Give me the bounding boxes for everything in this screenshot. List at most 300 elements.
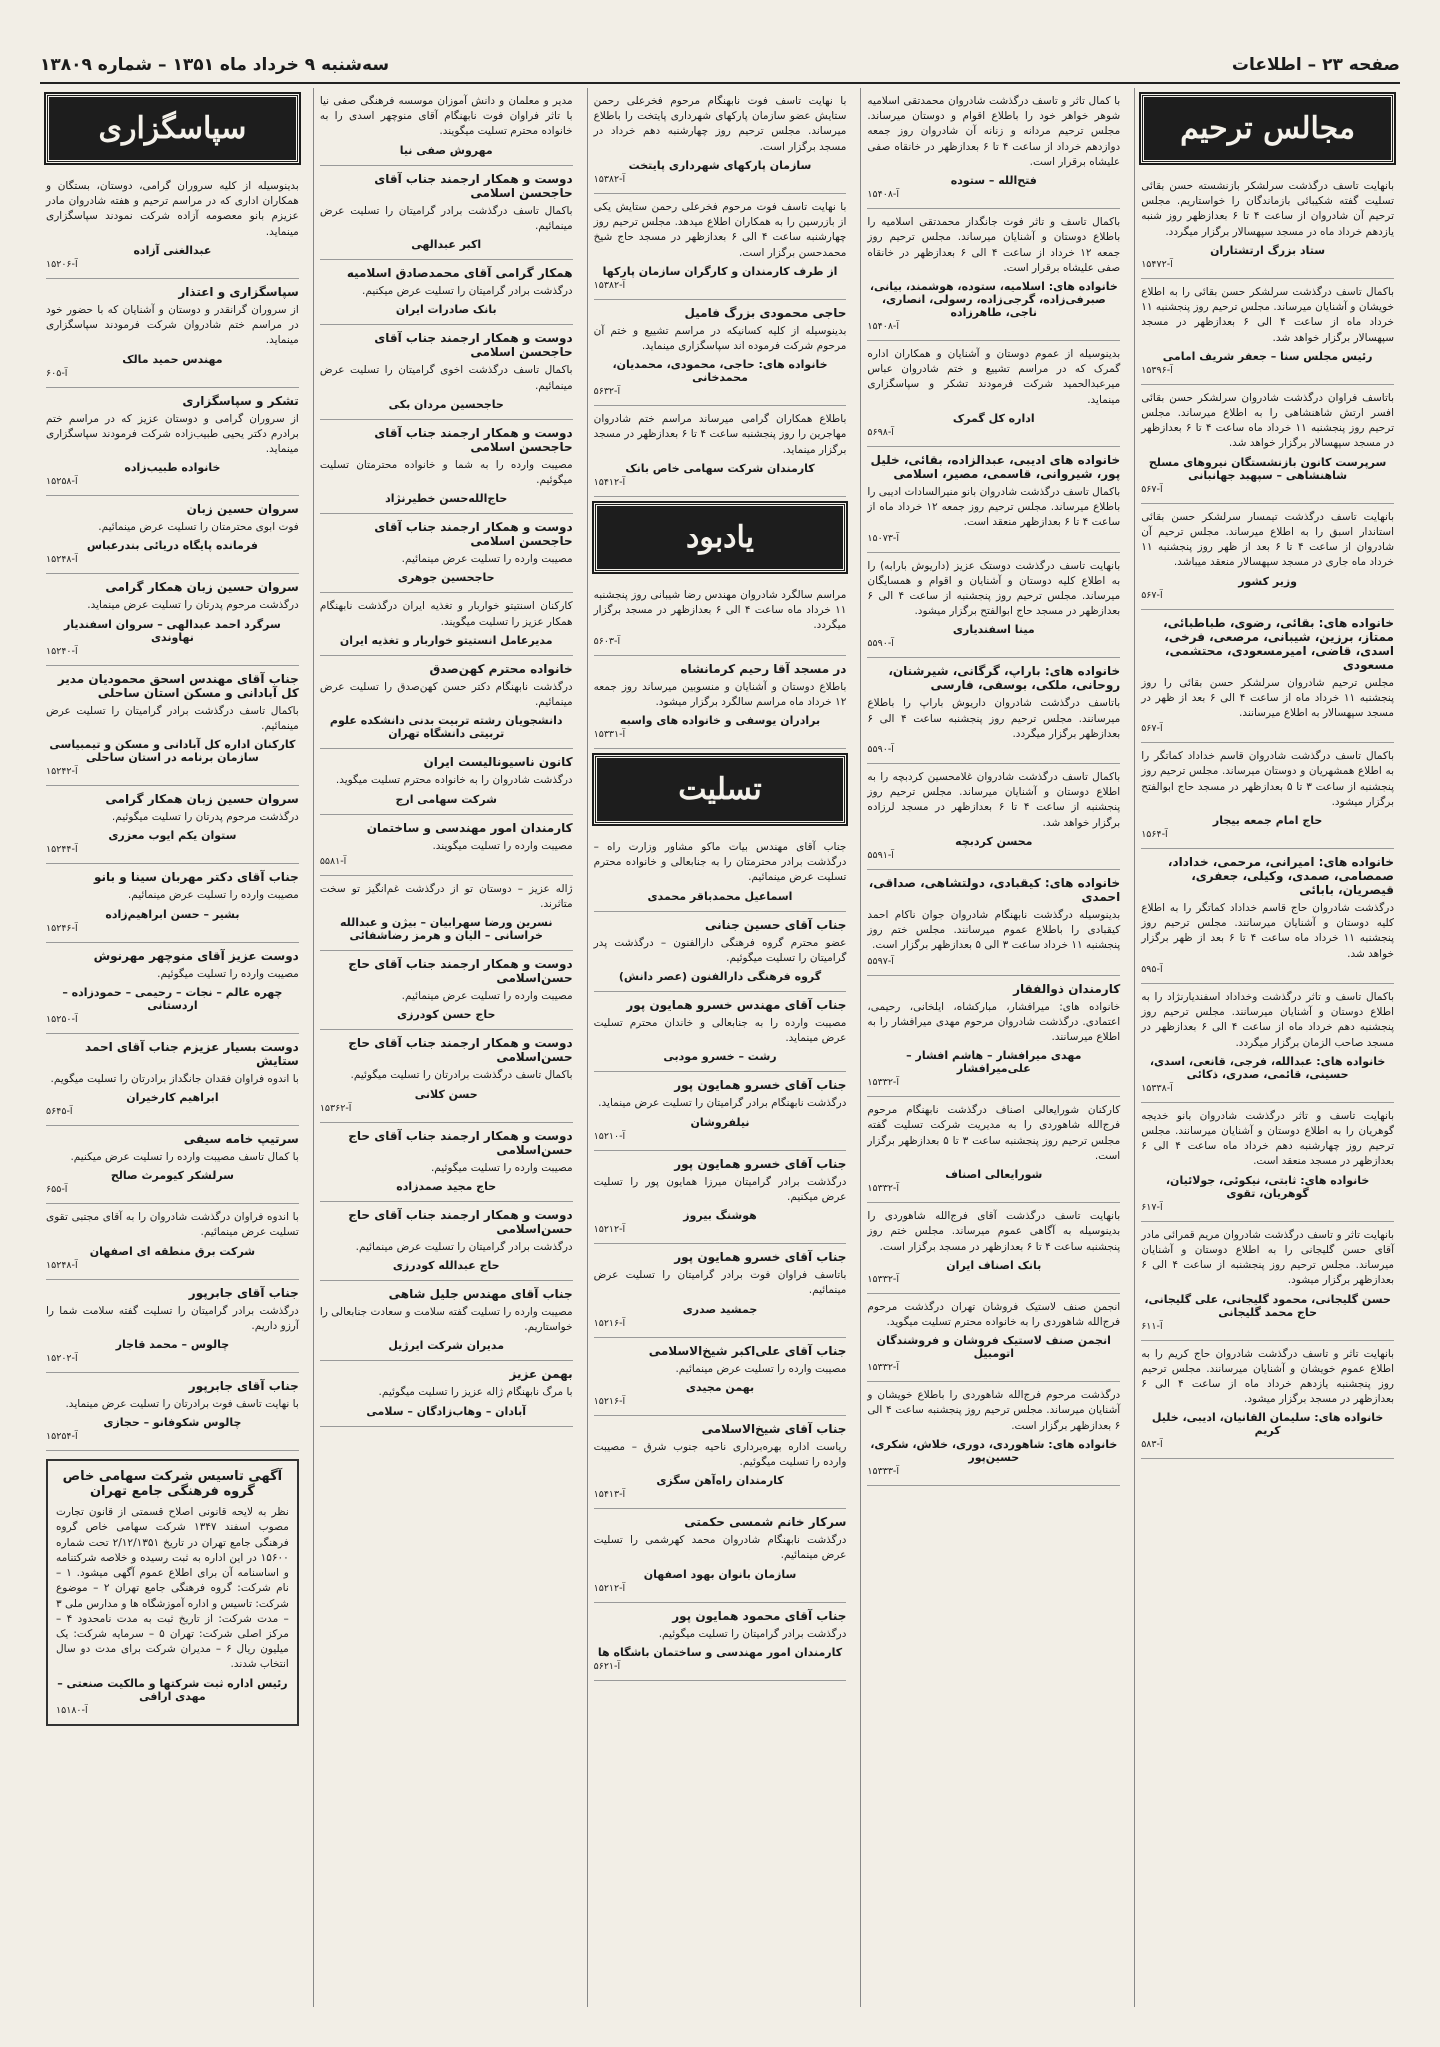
notice-signature: حسن کلانی [414,1087,478,1101]
notice-signature: چالوس شکوفانو – حجازی [103,1416,242,1430]
notice-signature: مدیران شرکت ایرژیل [388,1339,505,1353]
notice-body: باکمال تاسف درگذشت اخوی گرامیتان را تسلیت عرض مینمائیم. [319,364,573,392]
notice-code: آ-۱۵۳۸۲ [593,279,626,291]
notice [46,574,299,665]
notice-signature: نسرین ورضا سهرابیان – بیژن و عبدالله خراسانی – الیان و هرمز رضاشفائی [339,916,553,943]
notice-signature: حاج حسن کودرزی [397,1008,496,1022]
notice-signature: اداره کل گمرک [952,411,1035,425]
notice-signature: مدیرعامل انستیتو خواربار و تغذیه ایران [339,633,553,647]
notice-body: درگذشت برادر گرامیتان را تسلیت میگوئیم. [658,1627,847,1640]
notice-signature: جمشید صدری [682,1302,758,1316]
notice-code: آ-۵۶۴۵ [46,1105,73,1117]
notice-title: جناب آقای خسرو همایون پور [674,1078,847,1093]
column-1 [1134,88,1400,2007]
notice-body: با کمال تاثر و تاسف درگذشت شادروان محمدتقی اسلامیه شوهر خواهر خود را باطلاع اقوام و دوستان میرساند. مجلس ترحیم مردانه و زنانه آن شادروان روز جمعه دوازدهم خرداد از ساعت ۴ تا ۶ بعدازظهر در خانقاه صفی علیشاه برقرار است. [867,95,1121,168]
notice [1141,849,1394,984]
notice-code: آ-۱۵۴۷۲ [1141,258,1173,270]
notice [867,1203,1120,1294]
notice [320,593,573,655]
notice-signature: ستوان یکم ایوب معزری [108,829,237,843]
notice-code: آ-۱۵۲۱۶ [593,1395,626,1407]
notice [594,300,847,406]
notice-code: آ-۱۵۲۴۲ [46,766,78,778]
notice-title: دوست و همکار ارجمند جناب آقای حاجحسن اسلامی [374,171,573,200]
notice [867,341,1120,447]
notice [1141,279,1394,385]
notice [46,786,299,864]
notice-body: باکمال تاسف درگذشت برادرتان را تسلیت میگوئیم. [350,1069,573,1082]
notice-title: جناب آقای علی‌اکبر شیخ‌الاسلامی [648,1343,847,1358]
notice-body: باکمال تاسف درگذشت برادر گرامیتان را تسلیت عرض مینمائیم. [46,704,299,732]
notice-code: آ-۶۱۷ [1141,1201,1163,1213]
notice [594,194,847,300]
notice-signature: بانک صادرات ایران [395,303,497,317]
notice [1141,1341,1394,1460]
notice-signature: محسن کردبچه [955,834,1033,848]
notice-title: سپاسگزاری و اعتذار [178,284,299,299]
notice-code: آ-۱۵۲۱۲ [593,1224,626,1236]
notice-code: آ-۱۵۳۳۸ [1141,1082,1173,1094]
notice-signature: خانواده های: ثابتی، نیکوئی، جولائیان، گوهریان، تقوی [1165,1173,1370,1200]
notice-signature: خانواده های: حاجی، محمودی، محمدیان، محمدخانی [612,358,828,385]
notice-body: فوت ابوی محترمتان را تسلیت عرض مینمائیم. [98,521,299,534]
notice-code: آ-۱۵۲۵۸ [46,476,78,488]
page-header [40,48,1400,84]
notice [867,1382,1120,1486]
notice-signature: انجمن صنف لاستیک فروشان و فروشندگان اتومبیل [876,1334,1111,1361]
notice-body: درگذشت نابهنگام دکتر حسن کهن‌صدق را تسلیت عرض مینمائیم. [319,680,573,709]
notice-signature: سازمان پارکهای شهرداری پایتخت [628,158,812,172]
notice [46,496,299,574]
notice-title: جناب آقای خسرو همایون پور [674,1156,847,1171]
notice [320,1361,573,1426]
notice-code: آ-۵۵۹۱ [867,849,894,861]
column-4 [313,88,579,2007]
notice-signature: کارمندان شرکت سهامی خاص بانک [625,461,815,475]
notice-body: مصیبت وارده را به جنابعالی و خاندان محترم تسلیت عرض مینماید. [593,1017,847,1045]
notice-body: باکمال تاسف درگذشت شادروان غلامحسین کردبچه را به اطلاع دوستان و آشنایان میرساند. مجلس ترحیم روز پنجشنبه از ساعت ۴ تا ۶ بعدازظهر در مسجد لرزاده برگزار خواهد شد. [867,771,1121,829]
notice-signature: حاجحسین جوهری [397,571,495,585]
notice [594,1416,847,1509]
notice-code: آ-۱۵۲۴۶ [46,922,78,934]
columns-container [40,88,1400,2007]
notice-code: آ-۱۵۲۰۶ [46,258,78,270]
notice [320,815,573,876]
notice-title: جناب آقای مهندس خسرو همایون پور [626,998,847,1013]
notice-body: بانهایت تاسف درگذشت تیمسار سرلشکر حسن بقائی استاندار اسبق را به اطلاع میرساند. مجلس ترحیم آن شادروان از ساعت ۴ تا ۶ بعد از ظهر روز پنجشنبه ۱۱ خرداد ماه جاری در مسجد سپهسالار منعقد میباشد. [1141,510,1395,569]
date-and-issue-number: سه‌شنبه ۹ خرداد ماه ۱۳۵۱ – شماره ۱۳۸۰۹ [40,55,390,75]
notice [320,876,573,951]
section-banner: مجالس ترحیم [1141,94,1394,163]
notice-code: آ-۱۵۳۸۲ [593,173,626,185]
notice-code: آ-۱۵۰۷۳ [867,532,899,544]
notice-title: دوست و همکار ارجمند جناب آقای حاجحسن اسلامی [374,425,573,454]
notice [320,951,573,1030]
notice-signature: گروه فرهنگی دارالفنون (عصر دانش) [618,970,822,984]
notice [594,88,847,194]
notice-signature: مهندس حمید مالک [122,352,223,366]
notice-title: جناب آقای دکتر مهربان سینا و بانو [93,870,299,885]
notice-code: آ-۵۵۹۷ [867,955,894,967]
notice-signature: سازمان بانوان بهود اصفهان [643,1567,797,1581]
notice-body: بانهایت تاسف و تاثر درگذشت شادروان بانو خدیجه گوهریان را به اطلاع دوستان و آشنایان میرسانند. مجلس ترحیم روز چهارشنبه دهم خرداد ماه ساعت ۴ الی ۶ بعدازظهر در مسجد منعقد است. [1141,1109,1394,1168]
notice [594,1072,847,1150]
notice-body: باطلاع همکاران گرامی میرساند مراسم ختم شادروان مهاجرین را روز پنجشنبه ساعت ۴ تا ۶ بعدازظهر در مسجد برگزار مینماید. [593,413,847,456]
notice-code: آ-۶۵۵ [46,1184,68,1196]
notice-body: مصیبت وارده را تسلیت میگوئیم. [157,967,299,980]
notice-signature: حاج امام جمعه بیجار [1212,814,1323,828]
notice-body: با کمال تاسف مصیبت وارده را تسلیت عرض میکنیم. [70,1150,299,1163]
notice-title: خانواده های: باراپ، گرگانی، شیرشنان، روحانی، ملکی، بوسفی، فارسی [888,664,1121,693]
notice-body: ریاست اداره بهره‌برداری ناحیه جنوب شرق – مصیبت وارده را تسلیت میگوئیم. [593,1440,847,1468]
notice-body: باتاسف درگذشت شادروان داریوش باراپ را باطلاع میرسانند. مجلس ترحیم روز پنجشنبه ساعت ۴ الی ۶ بعدازظهر برگزار میگردد. [867,697,1121,740]
notice-signature: خانواده های: اسلامیه، ستوده، هوشمند، بیانی، صبرفی‌زاده، گرجی‌زاده، رسولی، انصاری، ناجی، طاهرزاده [869,279,1118,319]
notice [320,1030,573,1122]
notice [320,166,573,260]
page-number-and-paper-name: صفحه ۲۳ – اطلاعات [1231,55,1400,75]
company-registration-ad [46,1459,299,1725]
notice [1141,1222,1394,1341]
notice-title: دوست عزیز آقای منوچهر مهرنوش [93,948,299,963]
notice-title: جناب آقای محمود همایون پور [672,1608,847,1623]
notice-signature: چهره عالم – نجات – رحیمی – حمودزاده – اردستانی [62,985,283,1012]
notice-title: دوست و همکار ارجمند جناب آقای حاج حسن‌اسلامی [348,957,573,986]
notice-body: بانهایت تاسف درگذشت دوستک عزیز (داریوش بارابه) را به اطلاع کلیه دوستان و آشنایان و اقوام و همسایگان میرساند. مجلس ترحیم روز پنجشنبه از ساعت ۴ الی ۶ بعدازظهر در مسجد حاج ابوالفتح برگزار میشود. [867,559,1121,618]
notice [46,173,299,279]
notice-code: آ-۶۱۱ [1141,1320,1163,1332]
notice [594,656,847,749]
notice-title: سرتیپ خامه سیفی [183,1131,299,1146]
notice [46,1034,299,1126]
notice-title: همکار گرامی آقای محمدصادق اسلامیه [346,266,573,281]
notice-body: مصیبت وارده را تسلیت عرض مینمائیم. [401,553,573,566]
notice-body: مصیبت وارده را تسلیت عرض مینمائیم. [675,1362,847,1375]
notice-body: مراسم سالگرد شادروان مهندس رضا شیبانی روز پنجشنبه ۱۱ خرداد ماه ساعت ۴ الی ۶ بعدازظهر در مسجد برگزار میگردد. [593,588,847,632]
notice-body: باکمال تاسف درگذشت شادروان قاسم خداداد کماتگر را به اطلاع همشهریان و دوستان میرساند. مجلس ترحیم روز پنجشنبه از ساعت ۳ تا ۵ بعدازظهر در مسجد حاج ابوالفتح برگزار میشود. [1141,750,1395,808]
notice [46,1126,299,1204]
notice-body: بدینوسیله از کلیه سروران گرامی، دوستان، بستگان و همکاران اداری که در مراسم ترحیم و هفته شادروان مادر عزیزم بانو معصومه آزاده شرکت نمودند سپاسگزاری مینماید. [46,180,299,238]
notice [320,260,573,325]
notice-body: از سروران گرانقدر و دوستان و آشنایان که با حضور خود در مراسم ختم شادروان شرکت فرمودند سپاسگزاری مینماید. [46,303,299,347]
notice-body: بدینوسیله درگذشت نابهنگام شادروان جوان ناکام احمد کیقبادی را باطلاع عموم میرسانند. مجلس ختم روز پنجشنبه ۱۱ خرداد ساعت ۳ الی ۵ بعدازظهر برگزار است. [867,908,1121,952]
notice-code: آ-۱۵۲۵۰ [46,1013,78,1025]
notice-title: جناب آقای شیخ‌الاسلامی [701,1421,847,1436]
notice-code: آ-۵۶۲۱ [593,1660,621,1672]
notice-body: باکمال تاسف و تاثر فوت جانگداز محمدتقی اسلامیه را باطلاع دوستان و آشنایان میرساند. مجلس ترحیم روز جمعه ۱۲ خرداد از ساعت ۴ الی ۶ بعدازظهر در خانقاه صفی علیشاه برقرار است. [867,216,1121,274]
notice [594,582,847,656]
notice-body: درگذشت برادر گرامیتان را تسلیت عرض میکنیم. [362,285,573,298]
notice-signature: سرپرست کانون بازنشستگان نیروهای مسلح شاهنشاهی – سپهبد جهانبانی [1148,455,1387,482]
notice [594,406,847,497]
notice-signature: خانواده های: شاهوردی، دوری، خلاش، شکری، حسین‌پور [870,1437,1118,1464]
notice-body: درگذشت برادر گرامیتان را تسلیت عرض مینمائیم. [355,1240,573,1253]
notice-signature: اکبر عبدالهی [411,238,482,252]
notice-body: با اندوه فراوان درگذشت شادروان را به آقای مجتبی تقوی تسلیت عرض مینمائیم. [46,1211,299,1239]
notice [46,1280,299,1373]
notice-title: تشکر و سپاسگزاری [182,393,299,408]
notice-body: باتاسف فراوان فوت برادر گرامیتان را تسلیت عرض مینمائیم. [593,1269,847,1297]
notice-body: ژاله عزیز – دوستان تو از درگذشت غم‌انگیز تو سخت متاثرند. [319,882,573,910]
notice-body: درگذشت مرحوم پدرتان را تسلیت میگوئیم. [111,811,299,824]
notice-body: مصیبت وارده را تسلیت میگوئیم. [430,1161,573,1174]
notice-signature: فرمانده پایگاه دریائی بندرعباس [86,539,258,553]
notice-body: درگذشت برادر گرامیتان را تسلیت گفته سلامت شما را آرزو داریم. [46,1304,299,1332]
notice [320,749,573,814]
notice-body: بانهایت تاثر و تاسف درگذشت شادروان حاج کریم را به اطلاع عموم خویشان و آشنایان میرسانند. مجلس ترحیم روز پنجشنبه یازدهم خرداد ماه از ساعت ۴ الی ۶ بعدازظهر در مسجد برگزار میشود. [1141,1347,1395,1406]
section-banner: سپاسگزاری [46,94,299,163]
notice-signature: سرگرد احمد عبدالهی – سروان اسفندیار نهاوندی [63,617,281,644]
notice-title: دوست و همکار ارجمند جناب آقای حاج حسن‌اسلامی [348,1207,573,1236]
notice-title: دوست و همکار ارجمند جناب آقای حاج حسن‌اسلامی [348,1036,573,1065]
notice-body: درگذشت شادروان را به خانواده محترم تسلیت میگوید. [335,774,573,787]
notice-signature: حاج‌الله‌حسن خطیرنژاد [385,492,508,506]
notice [320,420,573,514]
notice-code: آ-۵۶۰۳ [593,635,621,647]
notice-body: کارکنان اسنتیتو خواربار و تغذیه ایران درگذشت نابهنگام همکار عزیز را تسلیت میگویند. [319,600,573,628]
notice-code: آ-۱۵۲۴۰ [46,645,78,657]
notice-code: آ-۵۶۳۲ [593,386,621,398]
notice-code: آ-۱۵۲۰۲ [46,1353,78,1365]
notice [1141,984,1394,1103]
notice [867,88,1120,209]
notice-body: درگذشت مرحوم فرج‌الله شاهوردی را باطلاع خویشان و آشنایان میرساند. مجلس ترحیم روز پنجشنبه ساعت ۴ الی ۶ بعدازظهر برگزار است. [867,1389,1121,1432]
notice [320,1202,573,1281]
notice-body: با مرگ نابهنگام ژاله عزیز را تسلیت میگوئیم. [378,1386,573,1399]
notice [594,1509,847,1602]
notice-signature: مهدی میرافشار – هاشم افشار – علی‌میرافشار [906,1049,1082,1076]
notice-signature: مینا اسفندیاری [952,623,1035,637]
notice-code: آ-۱۵۴۰۸ [867,320,899,332]
notice [46,666,299,786]
notice-signature: شرکت سهامی ارج [395,792,497,806]
notice-signature: برادران یوسفی و خانواده های واسبه [619,713,821,727]
notice-title: جناب آقای مهندس جلیل شاهی [388,1287,573,1302]
notice-body: انجمن صنف لاستیک فروشان تهران درگذشت مرحوم فرج‌الله شاهوردی را به خانواده محترم تسلیت میگوید. [867,1300,1121,1328]
notice-title: کارمندان ذوالفقار [1013,981,1121,996]
notice-signature: حسن گلیجانی، محمود گلیجانی، علی گلیجانی، حاج محمد گلیجانی [1144,1292,1391,1319]
notice-code: آ-۱۵۳۶۲ [319,1102,352,1114]
notice [594,912,847,992]
notice [320,1123,573,1202]
notice-signature: خانواده طبیب‌زاده [124,461,221,475]
notice-signature: بانک اصناف ایران [946,1258,1042,1272]
notice-title: دوست و همکار ارجمند جناب آقای حاج حسن‌اسلامی [348,1128,573,1157]
notice [320,1281,573,1361]
column-5 [40,88,305,2007]
notice-code: آ-۱۵۶۴ [1141,829,1168,841]
notice-body: مصیبت وارده را تسلیت عرض مینمائیم. [127,889,299,902]
notice [46,388,299,497]
notice-signature: اسماعیل محمدباقر محمدی [647,889,793,903]
notice-title: حاجی محمودی بزرگ فامیل [684,305,847,320]
notice-body: مصیبت وارده را تسلیت گفته سلامت و سعادت جنابعالی را خواستاریم. [319,1306,573,1334]
notice-code: آ-۵۵۸۱ [319,855,347,867]
notice-title: کانون ناسیونالیست ایران [423,755,573,770]
section-banner: تسلیت [594,755,847,824]
notice-code: آ-۱۵۳۳۲ [867,1183,899,1195]
notice-signature: خانواده های: سلیمان القانیان، ادیبی، خلیل کریم [1151,1411,1384,1438]
notice-signature: سرلشکر کیومرث صالح [110,1169,235,1183]
notice-code: آ-۵۶۷ [1141,723,1163,735]
notice-code: آ-۱۵۳۳۲ [867,1273,899,1285]
notice-title: خانواده های: امیرانی، مرحمی، خداداد، صمصامی، صمدی، وکیلی، جعفری، قیصریان، بابائی [1167,855,1394,898]
column-2 [860,88,1126,2007]
notice [320,325,573,419]
notice-code: آ-۱۵۳۹۶ [1141,364,1173,376]
notice-code: آ-۱۵۳۳۳ [867,1465,899,1477]
notice-body: مدیر و معلمان و دانش آموزان موسسه فرهنگی صفی نیا با تاثر فراوان فوت نابهنگام آقای منوچهر اسدی را به خانواده محترم تسلیت میگویند. [319,95,573,138]
notice-title: دوست بسیار عزیزم جناب آقای احمد ستایش [85,1039,299,1068]
notice-signature: از طرف کارمندان و کارگران سازمان پارکها [602,264,838,278]
notice-code: آ-۱۵۲۱۶ [593,1317,626,1329]
notice-code: آ-۵۶۷ [1141,483,1163,495]
notice-signature: مهروش صفی نیا [399,143,493,157]
notice-body: درگذشت نابهنگام برادر گرامیتان را تسلیت عرض مینماید. [598,1097,847,1110]
notice-title: جناب آقای جابرپور [188,1285,299,1300]
notice-body: باکمال تاسف درگذشت سرلشکر حسن بقائی را به اطلاع خویشان و آشنایان میرساند. مجلس ترحیم روز پنجشنبه ۱۱ خرداد ماه از ساعت ۴ الی ۶ بعدازظهر در مسجد سپهسالار برگزار خواهد شد. [1141,285,1394,344]
notice-code: آ-۵۶۷ [1141,589,1163,601]
notice-code: آ-۵۹۵ [1141,963,1163,975]
notice-code: آ-۱۵۴۱۳ [593,1489,626,1501]
notice-code: آ-۵۸۳ [1141,1439,1163,1451]
notice [594,834,847,912]
notice [594,1151,847,1244]
notice [1141,173,1394,279]
notice-code: آ-۱۵۲۱۲ [593,1582,626,1594]
notice-code: آ-۱۵۲۱۰ [593,1130,626,1142]
notice-code: آ-۱۵۲۴۴ [46,844,78,856]
notice [320,656,573,749]
notice-signature: ستاد بزرگ ارتشتاران [1210,243,1326,257]
notice-code: آ-۱۵۳۳۲ [867,1362,899,1374]
notice-body: از سروران گرامی و دوستان عزیز که در مراسم ختم برادرم دکتر یحیی طبیب‌زاده شرکت فرمودند سپاسگزاری مینماید. [46,412,299,455]
notice [1141,1103,1394,1222]
notice-body: مصیبت وارده را به شما و خانواده محترمتان تسلیت میگوئیم. [319,458,573,486]
notice-signature: دانشجویان رشته تربیت بدنی دانشکده علوم تربیتی دانشگاه تهران [329,714,563,741]
notice-signature: کارمندان امور مهندسی و ساختمان باشگاه ها [597,1645,843,1659]
notice [867,209,1120,341]
notice [1141,504,1394,610]
notice-signature: عبدالغنی آزاده [133,243,212,257]
notice-signature: حاج عبدالله کودرزی [392,1259,500,1273]
notice-code: آ-۶۰۵ [46,367,68,379]
notice-code: آ-۱۵۴۱۲ [593,476,626,488]
notice-signature: رشت – خسرو مودبی [663,1050,777,1064]
notice [320,514,573,593]
notice [594,1244,847,1337]
notice-signature: کارمندان راه‌آهن سگزی [656,1474,784,1488]
notice-signature: حاج مجید صمدزاده [396,1179,497,1193]
notice-title: سروان حسین زبان همکار گرامی [105,792,299,807]
notice-code: آ-۱۵۴۰۸ [867,189,899,201]
notice [594,992,847,1072]
notice [867,764,1120,870]
notice-code: آ-۱۵۲۴۸ [46,1259,78,1271]
notice-signature: رئیس اداره ثبت شرکتها و مالکیت صنعتی – مهدی ارافی [57,1676,288,1703]
notice-body: نظر به لایحه قانونی اصلاح قسمتی از قانون تجارت مصوب اسفند ۱۳۴۷ شرکت سهامی خاص گروه فرهنگی جامع تهران در تاریخ ۲/۱۲/۱۳۵۱ تحت شماره ۱۵۶۰۰ در این اداره به ثبت رسیده و خلاصه شرکتنامه و اساسنامه آن برای اطلاع عموم آگهی میشود. ۱ – نام شرکت: گروه فرهنگی جامع تهران ۲ – موضوع شرکت: تاسیس و اداره آموزشگاه ها و مدارس ملی ۳ – مدت شرکت: از تاریخ ثبت به مدت نامحدود ۴ – مرکز اصلی شرکت: تهران ۵ – سرمایه شرکت: یک میلیون ریال ۶ – مدیران شرکت برای مدت دو سال انتخاب شدند. [56,1506,289,1671]
notice-body: با نهایت تاسف فوت برادرتان را تسلیت عرض مینماید. [65,1398,299,1411]
notice [867,658,1120,764]
notice-body: با اندوه فراوان فقدان جانگداز برادرتان را تسلیت میگویم. [50,1072,299,1085]
notice-body: مجلس ترحیم شادروان سرلشکر حسن بقائی را روز پنجشنبه ۱۱ خرداد ماه از ساعت ۴ الی ۶ بعد از ظهر در مسجد سپهسالار به اطلاع میرسانند. [1141,676,1394,719]
notice-body: با نهایت تاسف فوت نابهنگام مرحوم فخرعلی رحمن ستایش عضو سازمان پارکهای شهرداری پایتخت را باطلاع میرساند. مجلس ترحیم روز چهارشنبه دهم خرداد در مسجد برگزار است. [593,95,847,153]
notice-title: دوست و همکار ارجمند جناب آقای حاجحسن اسلامی [374,331,573,360]
notice-body: باکمال تاسف درگذشت برادر گرامیتان را تسلیت عرض مینمائیم. [319,204,573,232]
notice-body: بدینوسیله از کلیه کسانیکه در مراسم تشییع و ختم آن مرحوم شرکت فرموده اند سپاسگزاری مینماید. [593,324,847,352]
notice-body: جناب آقای مهندس بیات ماکو مشاور وزارت راه – درگذشت برادر محترمتان را به جنابعالی و خانواده محترم تسلیت عرض مینمائیم. [593,840,847,884]
notice-body: باکمال تاسف و تاثر درگذشت وخداداد اسفندیارنژاد را به اطلاع دوستان و آشنایان میرسانند. مجلس ترحیم روز پنجشنبه دهم خرداد ماه از ساعت ۴ الی ۶ بعدازظهر در مسجد صاحب الزمان برگزار میگردد. [1141,990,1394,1049]
notice [594,1603,847,1681]
notice-body: بانهایت تاثر و تاسف درگذشت شادروان مریم قمرائی مادر آقای حسن گلیجانی را به اطلاع دوستان و آشنایان میرساند. مجلس ترحیم روز پنجشنبه از ساعت ۴ الی ۶ بعدازظهر برگزار میشود. [1141,1228,1394,1287]
notice-body: خانواده های: میرافشار، مبارکشاه، ایلخانی، رحیمی، اعتمادی. درگذشت شادروان مرحوم مهدی میرافشار را به اطلاع میرسانند. [867,1000,1121,1043]
notice [46,279,299,388]
notice-body: مصیبت وارده را تسلیت عرض مینمائیم. [401,990,573,1003]
notice-body: با نهایت تاسف فوت مرحوم فخرعلی رحمن ستایش یکی از بازرسین را به همکاران اطلاع میدهد. مجلس ترحیم روز چهارشنبه ساعت ۴ الی ۶ بعدازظهر در مسجد حاج شیخ محمدحسن برگزار است. [593,200,847,259]
notice [867,1294,1120,1382]
notice-body: باتاسف فراوان درگذشت شادروان سرلشکر حسن بقائی افسر ارتش شاهنشاهی را به اطلاع میرساند. مجلس ترحیم روز پنجشنبه ۱۱ خرداد ماه ساعت ۴ تا ۶ بعدازظهر در مسجد سپهسالار برگزار خواهد شد. [1141,391,1395,450]
notice-title: در مسجد آقا رحیم کرمانشاه [680,661,847,676]
notice-code: آ-۵۵۹۰ [867,744,894,756]
notice-signature: فتح‌الله – ستوده [950,174,1037,188]
notice-body: بانهایت تاسف درگذشت سرلشکر بازنشسته حسن بقائی تسلیت گفته شکیبائی بازماندگان را خواستاریم. مجلس ترحیم آن شادروان از ساعت ۴ تا ۶ بعدازظهر روز شنبه یازدهم خرداد ماه در مسجد سپهسالار برگزار میگردد. [1141,180,1395,238]
notice [46,943,299,1034]
notice-title: سروان حسین زبان همکار گرامی [105,580,299,595]
notice-signature: ابراهیم کارخیران [126,1090,219,1104]
notice [1141,610,1394,744]
notice-signature: بشیر – حسن ابراهیم‌زاده [105,907,240,921]
notice [867,553,1120,659]
notice [1141,385,1394,504]
notice [867,1097,1120,1203]
notice-body: عضو محترم گروه فرهنگی دارالفنون – درگذشت پدر گرامیتان را تسلیت میگوئیم. [593,936,847,964]
notice [867,447,1120,553]
notice-code: آ-۱۵۳۳۱ [593,728,626,740]
notice-code: آ-۱۵۲۵۴ [46,1431,78,1443]
section-banner: یادبود [594,503,847,572]
notice-title: خانواده های: بقائی، رضوی، طباطبائی، ممتاز، برزین، شیبانی، مرصعی، فرخی، اسدی، قاضی، امیرمسعودی، محتشمی، مسعودی [1163,615,1394,672]
notice-title: کارمندان امور مهندسی و ساختمان [366,820,573,835]
notice-title: آگهی تاسیس شرکت سهامی خاص گروه فرهنگی جامع تهران [62,1469,283,1500]
notice-title: خانواده های: کیقبادی، دولتشاهی، صداقی، احمدی [868,875,1121,904]
notice-title: بهمن عزیز [509,1367,573,1382]
notice-code: آ-۱۵۳۳۲ [867,1077,899,1089]
notice-title: جناب آقای مهندس اسحق محمودیان مدیر کل آبادانی و مسکن استان ساحلی [57,671,299,700]
notice-signature: شرکت برق منطقه ای اصفهان [89,1244,256,1258]
notice-body: مصیبت وارده را تسلیت میگویند. [432,839,573,852]
notice [867,870,1120,976]
notice-signature: آبادان – وهاب‌زادگان – سلامی [366,1404,526,1418]
notice-signature: چالوس – محمد قاجار [115,1338,230,1352]
notice-code: آ-۵۶۹۸ [867,426,894,438]
notice-code: آ-۵۵۹۰ [867,638,894,650]
column-3 [587,88,853,2007]
notice-signature: شورایعالی اصناف [945,1168,1043,1182]
notice-signature: بهمن مجیدی [685,1380,755,1394]
notice-signature: رئیس مجلس سنا – جعفر شریف امامی [1162,349,1373,363]
notice [1141,743,1394,849]
notice-code: آ-۱۵۲۴۸ [46,554,78,566]
notice-title: خانواده های ادیبی، عبدالزاده، بقائی، خلیل پور، شیروانی، قاسمی، مصیر، اسلامی [870,452,1121,481]
notice-body: باکمال تاسف درگذشت شادروان بانو منیرالسادات ادیبی را باطلاع میرساند. مجلس ترحیم روز جمعه ۱۲ خرداد ماه از ساعت ۴ تا ۶ بعدازظهر منعقد است. [867,485,1121,529]
notice-title: جناب آقای حسین جنانی [705,917,847,932]
notice [46,1373,299,1451]
notice-signature: نیلفروشان [690,1115,750,1129]
notice-body: درگذشت مرحوم پدرتان را تسلیت عرض مینماید. [87,599,299,612]
notice-title: جناب آقای جابرپور [188,1379,299,1394]
notice-title: سروان حسین زبان [186,502,299,517]
notice-body: درگذشت شادروان حاج قاسم خداداد کماتگر را به اطلاع کلیه دوستان و آشنایان میرسانند. مجلس ترحیم روز پنجشنبه ۱۱ خرداد ماه ساعت ۴ تا ۶ بعد از ظهر برگزار خواهد شد. [1141,902,1394,960]
notice [594,1338,847,1416]
